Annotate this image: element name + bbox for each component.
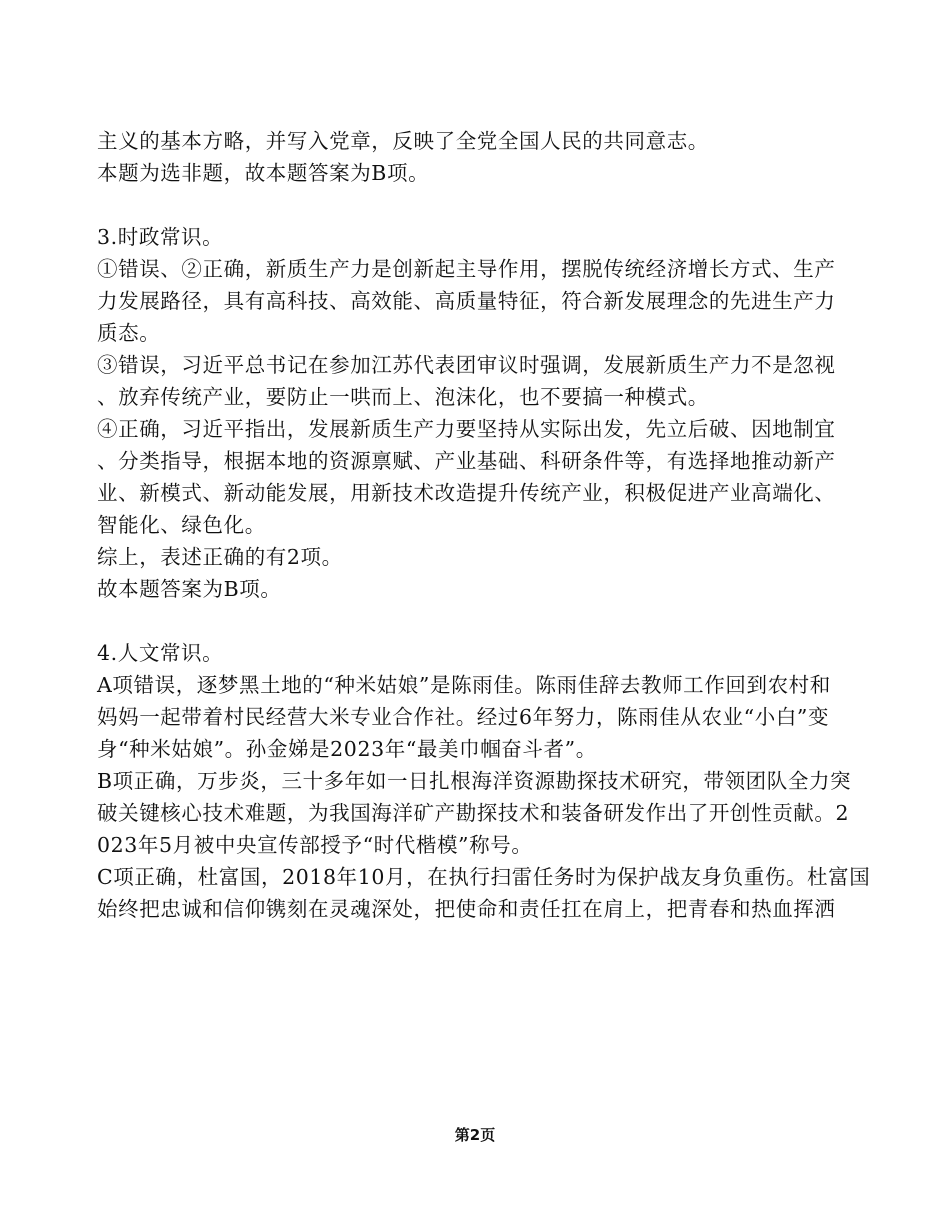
section-heading: 3.时政常识。 bbox=[97, 225, 224, 249]
text-line: ③错误，习近平总书记在参加江苏代表团审议时强调，发展新质生产力不是忽视 bbox=[97, 353, 836, 377]
text-line: ①错误、②正确，新质生产力是创新起主导作用，摆脱传统经济增长方式、生产 bbox=[97, 257, 836, 281]
text-line: 始终把忠诚和信仰镌刻在灵魂深处，把使命和责任扛在肩上，把青春和热血挥洒 bbox=[97, 897, 836, 921]
text-line: 主义的基本方略，并写入党章，反映了全党全国人民的共同意志。 bbox=[97, 129, 709, 153]
page-number: 第2页 bbox=[454, 1126, 496, 1144]
text-line: 妈妈一起带着村民经营大米专业合作社。经过6年努力，陈雨佳从农业“小白”变 bbox=[97, 705, 830, 729]
document-body bbox=[97, 125, 877, 925]
blank-line bbox=[97, 189, 877, 221]
text-line: 身“种米姑娘”。孙金娣是2023年“最美巾帼奋斗者”。 bbox=[97, 737, 597, 761]
text-line: 业、新模式、新动能发展，用新技术改造提升传统产业，积极促进产业高端化、 bbox=[97, 481, 836, 505]
section-heading: 4.人文常识。 bbox=[97, 641, 224, 665]
text-line: A项错误，逐梦黑土地的“种米姑娘”是陈雨佳。陈雨佳辞去教师工作回到农村和 bbox=[97, 673, 831, 697]
text-line: ④正确，习近平指出，发展新质生产力要坚持从实际出发，先立后破、因地制宜 bbox=[97, 417, 836, 441]
text-line: 023年5月被中央宣传部授予“时代楷模”称号。 bbox=[97, 833, 533, 857]
text-line: 破关键核心技术难题，为我国海洋矿产勘探技术和装备研发作出了开创性贡献。2 bbox=[97, 801, 850, 825]
text-line: 故本题答案为B项。 bbox=[97, 577, 282, 601]
text-line: 本题为选非题，故本题答案为B项。 bbox=[97, 161, 430, 185]
text-line: 智能化、绿色化。 bbox=[97, 513, 266, 537]
text-line: 、放弃传统产业，要防止一哄而上、泡沫化，也不要搞一种模式。 bbox=[97, 385, 709, 409]
text-line: 、分类指导，根据本地的资源禀赋、产业基础、科研条件等，有选择地推动新产 bbox=[97, 449, 836, 473]
text-line: 质态。 bbox=[97, 321, 161, 345]
text-line: 力发展路径，具有高科技、高效能、高质量特征，符合新发展理念的先进生产力 bbox=[97, 289, 836, 313]
text-line: B项正确，万步炎，三十多年如一日扎根海洋资源勘探技术研究，带领团队全力突 bbox=[97, 769, 852, 793]
text-line: 综上，表述正确的有2项。 bbox=[97, 545, 343, 569]
blank-line bbox=[97, 605, 877, 637]
text-line: C项正确，杜富国，2018年10月，在执行扫雷任务时为保护战友身负重伤。杜富国 bbox=[97, 865, 871, 889]
